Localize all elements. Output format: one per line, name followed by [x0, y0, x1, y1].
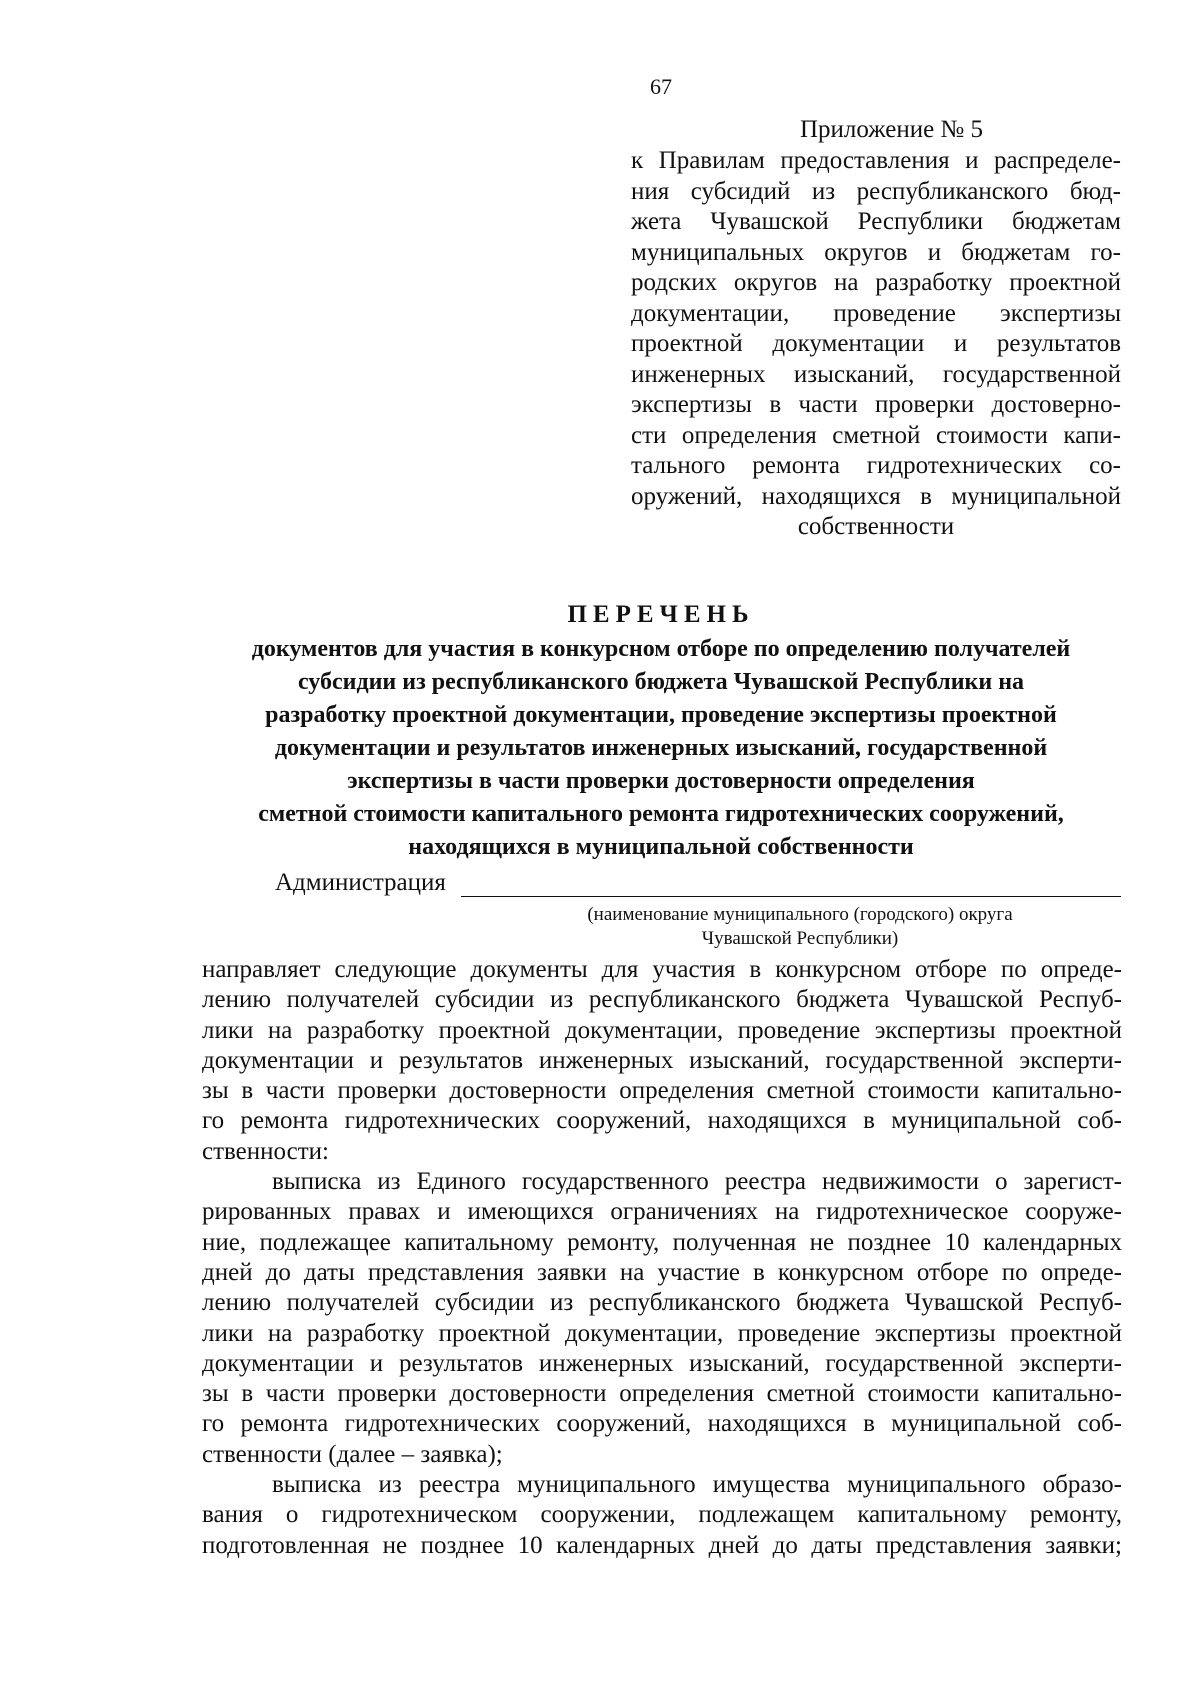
list-item-line: го ремонта гидротехнических сооружений, находящихся в муниципальной соб- [202, 1410, 1122, 1438]
appendix-line: сти определения сметной стоимости капи- [631, 421, 1121, 449]
appendix-line: к Правилам предоставления и распределе- [631, 147, 1121, 174]
appendix-reference [631, 146, 1121, 543]
administration-row [275, 868, 1125, 902]
appendix-line: муниципальных округов и бюджетам го- [631, 238, 1121, 266]
subtitle-line: документов для участия в конкурсном отборе по определению получателей [251, 636, 1071, 662]
list-item-line: ственности (далее – заявка); [202, 1440, 503, 1468]
page-number: 67 [650, 74, 672, 99]
appendix-line: собственности [797, 513, 955, 540]
subtitle-line: субсидии из республиканского бюджета Чувашской Республики на [297, 669, 1025, 695]
intro-line: направляет следующие документы для участия в конкурсном отборе по опреде- [202, 956, 1122, 983]
appendix-line: инженерных изысканий, государственной [631, 360, 1121, 388]
intro-line: го ремонта гидротехнических сооружений, находящихся в муниципальной соб- [202, 1107, 1122, 1135]
appendix-line: оружений, находящихся в муниципальной [631, 482, 1121, 510]
appendix-line: проектной документации и результатов [631, 330, 1121, 357]
subtitle-line: находящихся в муниципальной собственности [408, 834, 914, 860]
list-item-line: вания о гидротехническом сооружении, подлежащем капитальному ремонту, [202, 1501, 1122, 1529]
appendix-line: ния субсидий из республиканского бюд- [631, 177, 1121, 205]
list-item-line: выписка из реестра муниципального имущества муниципального образо- [272, 1471, 1122, 1499]
appendix-line: экспертизы в части проверки достоверно- [631, 391, 1121, 418]
document-subtitle [150, 633, 1172, 864]
administration-hint [520, 903, 1080, 951]
appendix-line: родских округов на разработку проектной [631, 269, 1121, 296]
intro-line: лению получателей субсидии из республиканского бюджета Чувашской Респуб- [202, 986, 1122, 1014]
list-item-line: документации и результатов инженерных изысканий, государственной эксперти- [202, 1349, 1122, 1377]
subtitle-line: сметной стоимости капитального ремонта гидротехнических сооружений, [258, 801, 1064, 827]
hint-line: Чувашской Республики) [701, 928, 899, 949]
list-item-line: выписка из Единого государственного реестра недвижимости о зарегист- [272, 1168, 1122, 1196]
intro-line: зы в части проверки достоверности определения сметной стоимости капитально- [202, 1077, 1122, 1105]
list-item-line: лики на разработку проектной документации, проведение экспертизы проектной [202, 1319, 1122, 1347]
list-item-line: зы в части проверки достоверности определения сметной стоимости капитально- [202, 1380, 1122, 1408]
list-item-line: лению получателей субсидии из республиканского бюджета Чувашской Респуб- [202, 1289, 1122, 1317]
intro-line: ственности: [202, 1137, 330, 1165]
intro-line: лики на разработку проектной документации, проведение экспертизы проектной [202, 1016, 1122, 1044]
intro-line: документации и результатов инженерных изысканий, государственной эксперти- [202, 1046, 1122, 1074]
appendix-line: документации, проведение экспертизы [631, 299, 1121, 327]
hint-line: (наименование муниципального (городского) округа [587, 904, 1013, 925]
administration-label: Администрация [275, 869, 446, 896]
subtitle-line: документации и результатов инженерных изысканий, государственной [274, 735, 1048, 761]
list-item-line: дней до даты представления заявки на участие в конкурсном отборе по опреде- [202, 1258, 1122, 1286]
list-item-line: ние, подлежащее капитальному ремонту, полученная не позднее 10 календарных [202, 1228, 1122, 1256]
document-title: ПЕРЕЧЕНЬ [567, 601, 755, 628]
subtitle-line: разработку проектной документации, проведение экспертизы проектной [265, 702, 1057, 728]
appendix-line: тального ремонта гидротехнических со- [631, 452, 1121, 479]
list-item-line: рированных правах и имеющихся ограничениях на гидротехническое сооруже- [202, 1198, 1122, 1226]
administration-name-fill-line [461, 896, 1121, 897]
list-item-line: подготовленная не позднее 10 календарных дней до даты представления заявки; [202, 1531, 1122, 1559]
subtitle-line: экспертизы в части проверки достоверности определения [347, 768, 975, 794]
document-body [202, 955, 1122, 1561]
appendix-label: Приложение № 5 [800, 116, 984, 143]
appendix-line: жета Чувашской Республики бюджетам [631, 208, 1121, 235]
